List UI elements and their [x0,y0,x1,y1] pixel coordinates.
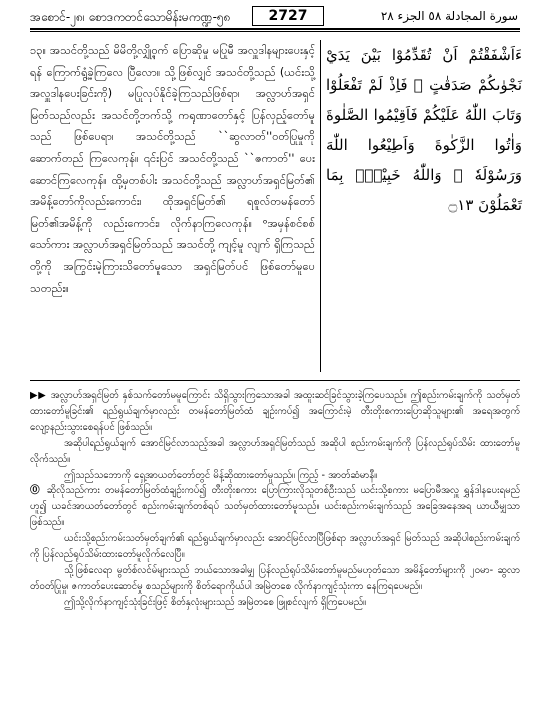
footnote-text: ဤသည်သဘောကို ရှေ့အာယတ်တော်တွင် မိန့်ဆိုထားတော်မူသည်။ ကြည့် - အာတ်ဆံမာနီ။ [64,469,378,481]
header-surah-juz: سورة المجادلة ٥٨ الجزء ٢٨ [380,9,518,23]
page-number: 2727 [252,6,324,26]
footnote-text: ယင်းသို့စည်းကမ်းသတ်မှတ်ချက်၏ ရည်ရွယ်ချက်မှာလည်း အောင်မြင်လာပြီဖြစ်ရာ အလ္လာဟ်အရှင် မြတ်သည် အဆိုပါစည်းကမ်းချက်ကို ပြန်လည်ရုပ်သိမ်းထားတော်မူလိုက်လေပြီ။ [30,533,520,561]
footnote-paragraph [30,595,520,611]
footnote-paragraph [30,483,520,531]
page-header [30,6,520,30]
footnote-marker: ⓪ [30,485,47,497]
footnote-marker: ▶▶ [30,390,51,401]
footnote-divider [30,380,520,381]
arabic-verse: ءَاَشْفَقْتُمْ اَنْ تُقَدِّمُوْا بَيْنَ يَدَيْ نَجْوٰىكُمْ صَدَقٰتٍ ۚ فَاِذْ لَمْ تَفْعَلُوْا وَتَابَ اللّٰهُ عَلَيْكُمْ فَاَقِيْمُوا الصَّلٰوةَ وَاٰتُوا الزَّكٰوةَ وَاَطِيْعُوا اللّٰهَ وَرَسُوْلَهٗ ۚ وَاللّٰهُ خَبِيْرٌۢ بِمَا تَعْمَلُوْنَ ۝١٣ [326,46,522,214]
translation-column [30,40,315,299]
footnote-paragraph [30,468,520,484]
header-chapter-info: အစောင်-၂၈၊ စောဒကတင်သောမိန်းမကဏ္ဍ-၅၈ [30,10,231,24]
footnote-text: ဤသို့လိုက်နာကျင့်သုံးခြင်းဖြင့် စိတ်နှလုံးများသည် အမြဲတစေ ဖြူစင်လျက် ရှိကြပေမည်။ [64,596,367,608]
footnote-text: သို့ဖြစ်လေရာ မွတ်စ်လင်မ်များသည် ဘယ်သောအခါမျှ ပြန်လည်ရုပ်သိမ်းတော်မူမည်မဟုတ်သော အမိန့်တော်များကို ၂ဝမာ- ဆွလာတ်ဝတ်ပြုမှု၊ ဇကာတ်ပေးဆောင်မှု စသည်များကို စိတ်ရောကိုယ်ပါ အမြဲတစေ လိုက်နာကျင့်သုံးကာ နေကြရပေမည်။ [30,564,520,592]
footnote-text: ဆိုလိုသည်ကား တမန်တော်မြတ်ထံချဉ်းကပ်၍ တီးတိုးစကား ပြောကြားလိုသူတစ်ဦးသည် ယင်းသို့စကား မပြောမီအလှူ ရွှန်ဒါနပေးရမည်ဟူ၍ ယခင်အာယတ်တော်တွင် စည်းကမ်းချက်တစ်ရပ် သတ်မှတ်ထားတော်မူသည်။ ယင်းစည်းကမ်းချက်သည် အခြေအနေအရ ယာယီမျှသာဖြစ်သည်။ [30,485,521,529]
footnote-paragraph [30,563,520,595]
footnote-text: အလ္လာဟ်အရှင်မြတ် နှစ်သက်တော်မမူကြောင်း သိရှိသွားကြသောအခါ အထူးဆင်ခြင်သွားခဲ့ကြပေသည်။ ဤစည်းကမ်းချက်ကို သတ်မှတ်ထားတော်မူခြင်း၏ ရည်ရွယ်ချက်မှာလည်း တမန်တော်မြတ်ထံ ချဉ်းကပ်၍ အကြောင်းမဲ့ တီးတိုးစကားပြောဆိုသူများ၏ အရေအတွက် လျော့နည်းသွားစေရန်ပင် ဖြစ်သည်။ [30,390,521,433]
arabic-column [326,40,522,220]
footnote-paragraph [30,388,520,436]
footnote-paragraph [30,436,520,468]
column-divider [320,40,321,372]
verse-translation: ၁၃။ အသင်တို့သည် မိမိတို့လျှို့ဝှက် ပြောဆိုမှု မပြုမီ အလှူဒါနများပေးနှင့်ရန် ကြောက်ရွံ့ခဲ့ကြလေ ပြီလော။ သို့ဖြစ်လျှင် အသင်တို့သည် (ယင်းသို့ အလှူဒါနပေးခြင်းကို) မပြုလုပ်နိုင်ခဲ့ကြသည်ဖြစ်ရာ၊ အလ္လာဟ်အရှင်မြတ်သည်လည်း အသင်တို့ဘက်သို့ ကရုဏာတော်နှင့် ပြန်လှည့်တော်မူသည် ဖြစ်ပေရာ၊ အသင်တို့သည် ``ဆွလာတ်''ဝတ်ပြုမှုကို ဆောက်တည် ကြလေကုန်။ ၎င်းပြင် အသင်တို့သည် ``ဇကာတ်'' ပေးဆောင်ကြလေကုန်။ ထို့မှတစ်ပါး အသင်တို့သည် အလ္လာဟ်အရှင်မြတ်၏ အမိန့်တော်ကိုလည်းကောင်း၊ ထိုအရှင်မြတ်၏ ရစူလ်တမန်တော်မြတ်၏အမိန့်ကို လည်းကောင်း၊ လိုက်နာကြလေကုန်။ ᵒအမှန်စင်စစ် သော်ကား အလ္လာဟ်အရှင်မြတ်သည် အသင်တို့ ကျင့်မူ လျက် ရှိကြသည်တို့ကို အကြွင်းမဲ့ကြားသိတော်မူသော အရှင်မြတ်ပင် ဖြစ်တော်မူပေသတည်း။ [30,44,315,295]
header-divider [30,31,520,32]
footnotes [30,388,520,611]
footnote-paragraph [30,531,520,563]
footnote-text: အဆိုပါရည်ရွယ်ချက် အောင်မြင်လာသည့်အခါ အလ္လာဟ်အရှင်မြတ်သည် အဆိုပါ စည်းကမ်းချက်ကို ပြန်လည်ရုပ်သိမ်း ထားတော်မူလိုက်သည်။ [30,437,520,465]
